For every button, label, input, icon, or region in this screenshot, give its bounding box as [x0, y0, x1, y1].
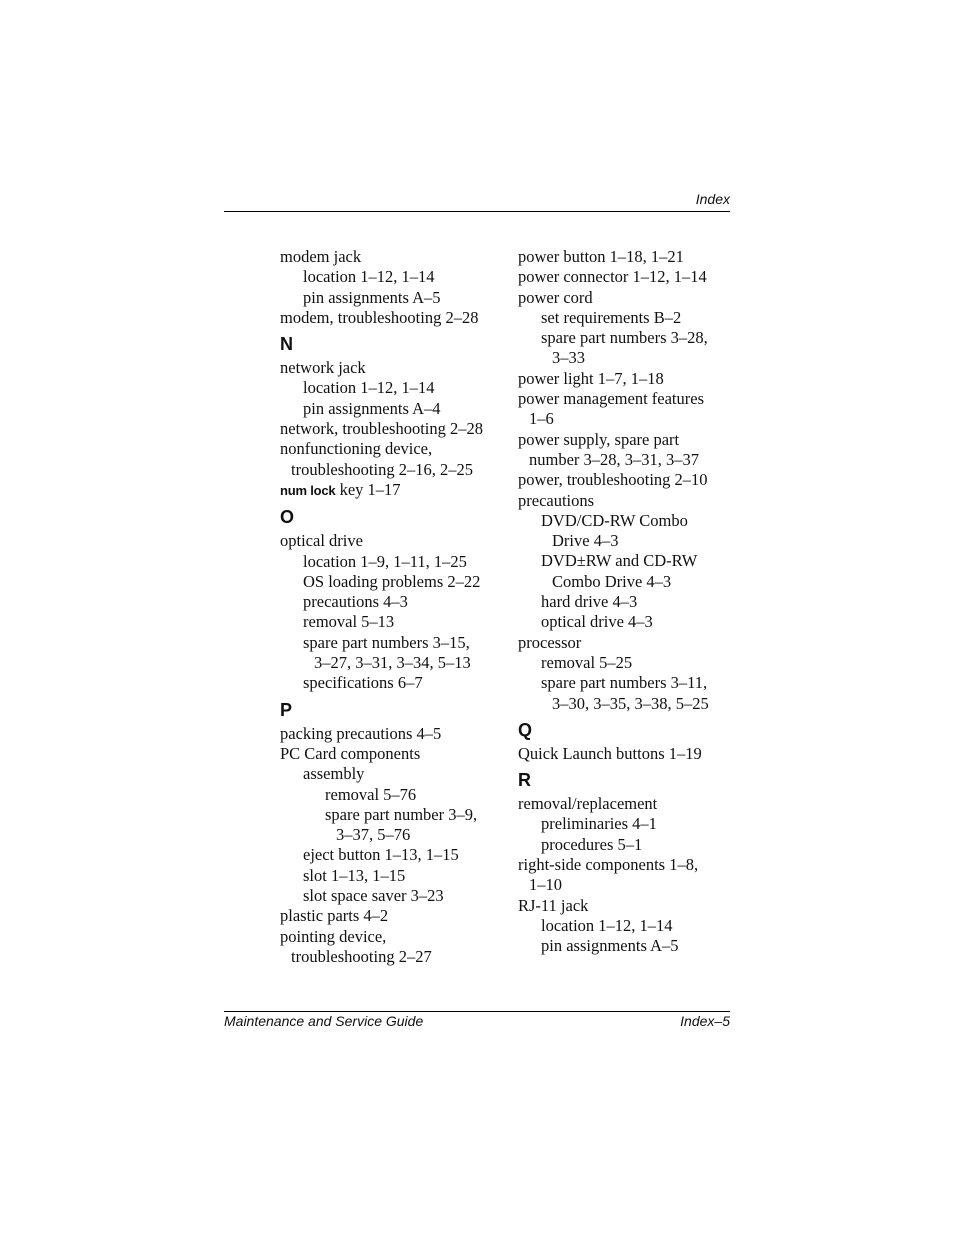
index-entry: optical drive [280, 531, 363, 551]
index-entry: pointing device, [280, 926, 387, 946]
index-entry: Quick Launch buttons 1–19 [518, 743, 702, 763]
footer-title: Maintenance and Service Guide [224, 1013, 424, 1029]
running-header: Index [695, 191, 730, 207]
index-entry: processor [518, 632, 582, 652]
index-subentry: DVD/CD-RW Combo [541, 510, 688, 530]
index-entry: right-side components 1–8, [518, 855, 699, 875]
index-subentry: assembly [303, 764, 365, 784]
index-entry: RJ-11 jack [518, 895, 589, 915]
index-entry: nonfunctioning device, [280, 439, 433, 459]
index-subentry: procedures 5–1 [541, 834, 643, 854]
index-entry-continuation: 3–27, 3–31, 3–34, 5–13 [314, 653, 471, 673]
index-entry: PC Card components [280, 743, 421, 763]
index-subentry: slot space saver 3–23 [303, 886, 444, 906]
index-subentry: slot 1–13, 1–15 [303, 865, 406, 885]
index-letter-heading: P [280, 699, 293, 720]
index-subentry: pin assignments A–4 [303, 398, 441, 418]
footer-page-number: Index–5 [680, 1013, 730, 1029]
index-entry [280, 480, 505, 501]
index-entry-text: key 1–17 [335, 479, 401, 499]
index-entry: precautions [518, 490, 595, 510]
index-subentry: location 1–12, 1–14 [303, 378, 435, 398]
index-subentry: preliminaries 4–1 [541, 814, 657, 834]
index-subentry: hard drive 4–3 [541, 592, 638, 612]
index-subentry: specifications 6–7 [303, 673, 423, 693]
index-subentry: set requirements B–2 [541, 307, 682, 327]
index-subentry: OS loading problems 2–22 [303, 571, 481, 591]
index-subentry: removal 5–25 [541, 652, 633, 672]
index-entry-continuation: 1–10 [529, 875, 562, 895]
index-entry: network jack [280, 358, 366, 378]
header-rule [224, 211, 730, 212]
index-entry: modem jack [280, 247, 362, 266]
index-subentry: location 1–12, 1–14 [541, 915, 673, 935]
index-subentry: spare part numbers 3–15, [303, 632, 470, 652]
index-entry: power management features [518, 389, 704, 409]
index-subentry: optical drive 4–3 [541, 612, 653, 632]
index-entry-continuation: 3–30, 3–35, 3–38, 5–25 [552, 693, 709, 713]
index-entry-continuation: number 3–28, 3–31, 3–37 [529, 449, 700, 469]
index-entry-continuation: 1–6 [529, 409, 554, 429]
index-letter-heading: R [518, 770, 531, 791]
index-subentry: removal 5–76 [325, 784, 417, 804]
index-subentry: spare part numbers 3–11, [541, 673, 708, 693]
key-name: num lock [280, 482, 336, 498]
index-entry: power connector 1–12, 1–14 [518, 267, 707, 287]
index-letter-heading: N [280, 334, 293, 355]
index-entry: removal/replacement [518, 794, 658, 814]
index-entry-continuation: troubleshooting 2–27 [291, 946, 432, 966]
footer-rule [224, 1011, 730, 1012]
index-subentry: spare part numbers 3–28, [541, 328, 708, 348]
index-entry: packing precautions 4–5 [280, 723, 442, 743]
index-entry-continuation: 3–37, 5–76 [336, 825, 411, 845]
index-subentry: location 1–12, 1–14 [303, 267, 435, 287]
index-letter-heading: O [280, 507, 295, 528]
index-subentry: removal 5–13 [303, 612, 395, 632]
index-entry: power, troubleshooting 2–10 [518, 470, 708, 490]
index-subentry: location 1–9, 1–11, 1–25 [303, 551, 467, 571]
index-entry: modem, troubleshooting 2–28 [280, 307, 479, 327]
index-entry-continuation: Combo Drive 4–3 [552, 571, 672, 591]
index-entry-continuation: troubleshooting 2–16, 2–25 [291, 459, 473, 479]
index-entry: power button 1–18, 1–21 [518, 247, 684, 266]
index-entry-continuation: 3–33 [552, 348, 585, 368]
index-entry: network, troubleshooting 2–28 [280, 419, 484, 439]
index-subentry: pin assignments A–5 [303, 287, 441, 307]
index-subentry: eject button 1–13, 1–15 [303, 845, 459, 865]
index-column-right [518, 247, 733, 957]
index-entry: power light 1–7, 1–18 [518, 368, 664, 388]
index-subentry: pin assignments A–5 [541, 936, 679, 956]
index-entry: power supply, spare part [518, 429, 680, 449]
index-column-left [280, 247, 505, 967]
index-entry: power cord [518, 287, 593, 307]
index-subentry: spare part number 3–9, [325, 804, 478, 824]
index-letter-heading: Q [518, 719, 533, 740]
index-subentry: precautions 4–3 [303, 592, 408, 612]
index-entry-continuation: Drive 4–3 [552, 531, 619, 551]
index-subentry: DVD±RW and CD-RW [541, 551, 698, 571]
index-entry: plastic parts 4–2 [280, 906, 389, 926]
